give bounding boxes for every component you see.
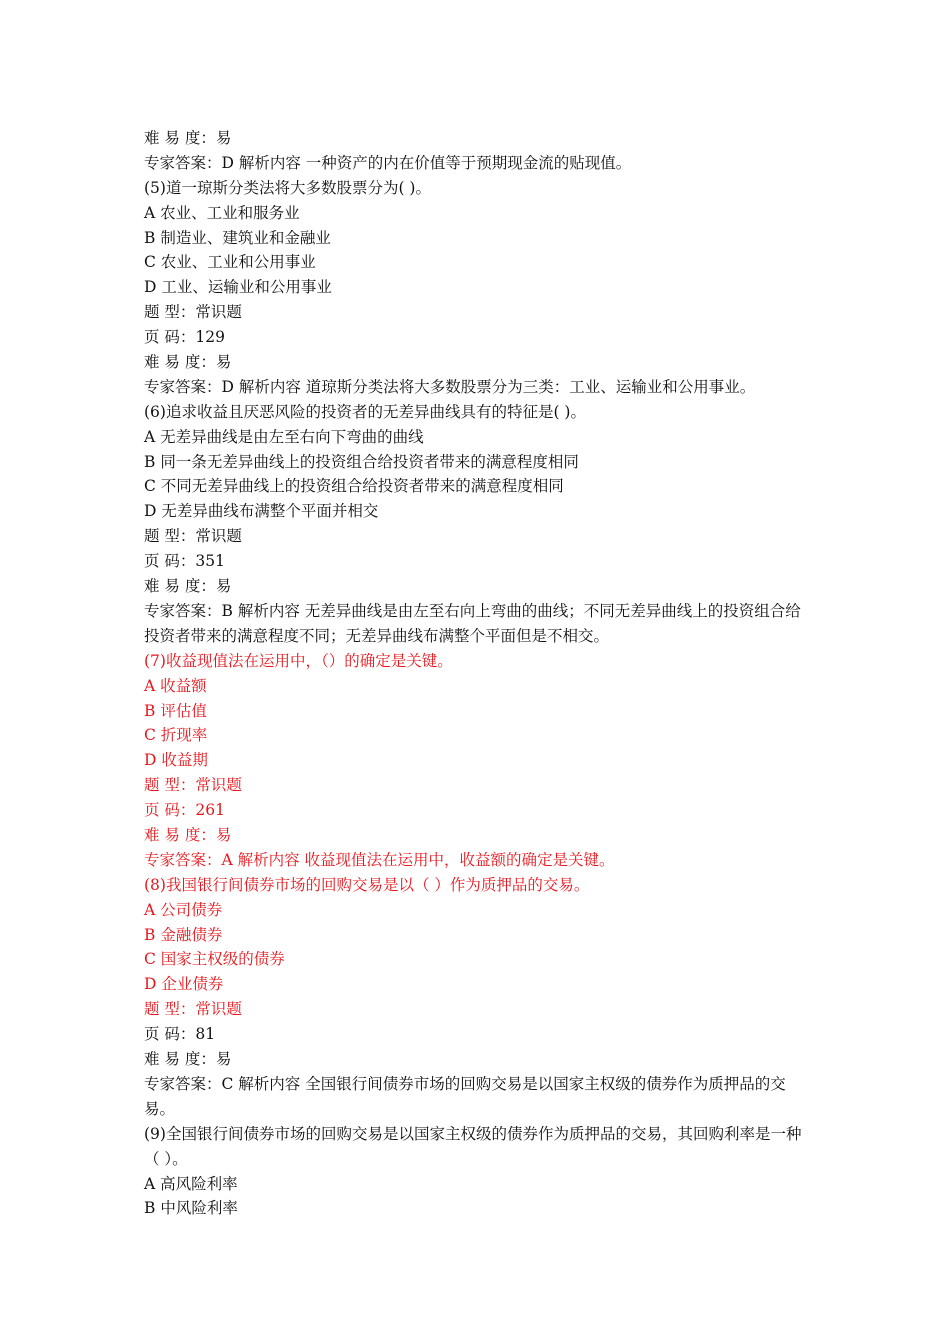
text-line: (7)收益现值法在运用中，（）的确定是关键。 [144, 651, 453, 670]
text-line: B 评估值 [144, 701, 207, 720]
text-line: D 企业债券 [144, 975, 224, 994]
text-line: 题 型：常识题 [144, 776, 242, 795]
text-line: C 不同无差异曲线上的投资组合给投资者带来的满意程度相同 [144, 477, 564, 496]
document-body [144, 126, 808, 1221]
text-line: 专家答案：B 解析内容 无差异曲线是由左至右向上弯曲的曲线；不同无差异曲线上的投资组合给投资者带来的满意程度不同；无差异曲线布满整个平面但是不相交。 [144, 601, 801, 645]
text-line: 页 码：129 [144, 328, 226, 347]
text-line: 专家答案：D 解析内容 一种资产的内在价值等于预期现金流的贴现值。 [144, 153, 632, 172]
text-line: 难 易 度：易 [144, 577, 232, 596]
text-line: B 金融债券 [144, 925, 223, 944]
text-line: 专家答案：D 解析内容 道琼斯分类法将大多数股票分为三类：工业、运输业和公用事业。 [144, 377, 756, 396]
text-line: A 无差异曲线是由左至右向下弯曲的曲线 [144, 427, 424, 446]
text-line: (6)追求收益且厌恶风险的投资者的无差异曲线具有的特征是( )。 [144, 402, 586, 421]
text-line: C 国家主权级的债券 [144, 950, 285, 969]
text-line: D 无差异曲线布满整个平面并相交 [144, 502, 379, 521]
text-line: 页 码：81 [144, 1025, 216, 1044]
text-line: 题 型：常识题 [144, 1000, 242, 1019]
text-line: (9)全国银行间债券市场的回购交易是以国家主权级的债券作为质押品的交易，其回购利率是一种（ ）。 [144, 1124, 802, 1168]
text-line: B 中风险利率 [144, 1199, 238, 1218]
text-line: B 同一条无差异曲线上的投资组合给投资者带来的满意程度相同 [144, 452, 579, 471]
text-line: A 公司债券 [144, 900, 223, 919]
text-line: 难 易 度：易 [144, 1049, 232, 1068]
text-line: 页 码：351 [144, 552, 226, 571]
text-line: 题 型：常识题 [144, 303, 242, 322]
text-line: (8)我国银行间债券市场的回购交易是以（ ）作为质押品的交易。 [144, 875, 590, 894]
text-line: 专家答案：A 解析内容 收益现值法在运用中，收益额的确定是关键。 [144, 850, 615, 869]
text-line: 页 码：261 [144, 801, 226, 820]
text-line: A 收益额 [144, 676, 207, 695]
text-line: C 折现率 [144, 726, 208, 745]
text-line: D 工业、运输业和公用事业 [144, 278, 332, 297]
text-line: A 高风险利率 [144, 1174, 238, 1193]
text-line: 难 易 度：易 [144, 353, 232, 372]
text-line: A 农业、工业和服务业 [144, 203, 300, 222]
text-line: 难 易 度：易 [144, 825, 232, 844]
text-line: 专家答案：C 解析内容 全国银行间债券市场的回购交易是以国家主权级的债券作为质押品的交易。 [144, 1074, 786, 1118]
text-line: C 农业、工业和公用事业 [144, 253, 316, 272]
text-line: D 收益期 [144, 751, 208, 770]
text-line: B 制造业、建筑业和金融业 [144, 228, 331, 247]
text-line: (5)道一琼斯分类法将大多数股票分为( )。 [144, 178, 431, 197]
text-line: 难 易 度：易 [144, 129, 232, 147]
text-line: 题 型：常识题 [144, 527, 242, 546]
